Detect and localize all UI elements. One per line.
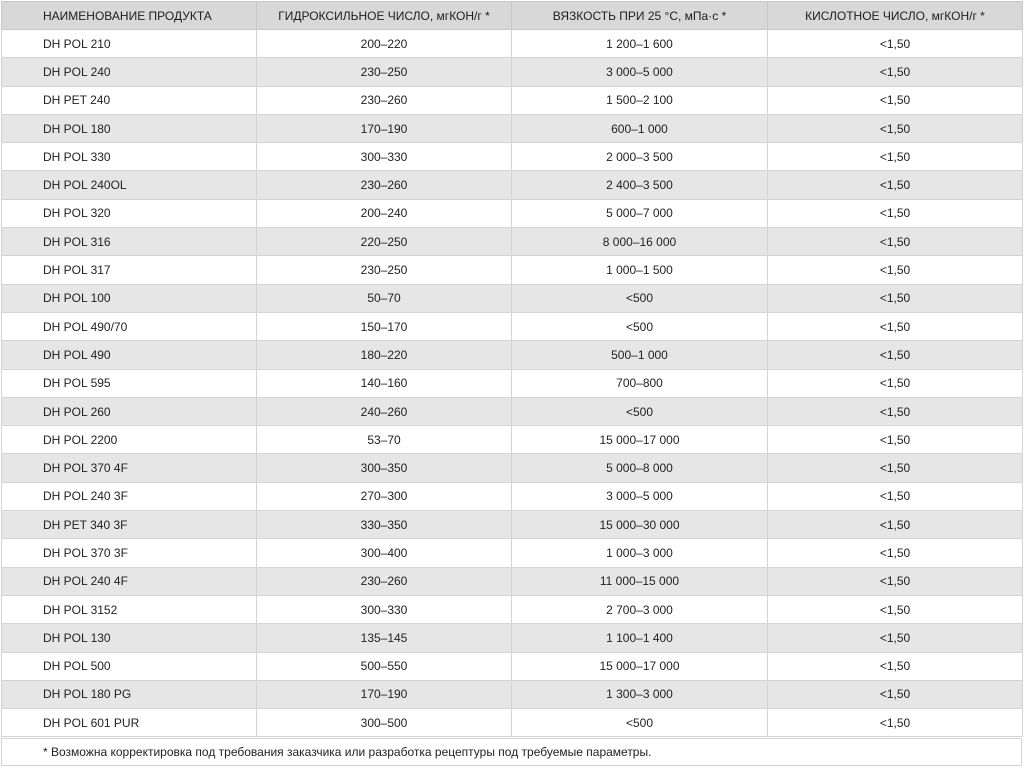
header-viscosity: ВЯЗКОСТЬ ПРИ 25 °С, мПа·с * — [512, 2, 768, 30]
cell-acid-number: <1,50 — [768, 482, 1023, 510]
cell-acid-number: <1,50 — [768, 58, 1023, 86]
cell-acid-number: <1,50 — [768, 143, 1023, 171]
cell-hydroxyl-number: 200–240 — [257, 199, 512, 227]
table-row — [2, 58, 1023, 86]
cell-product-name: DH POL 240 3F — [2, 482, 257, 510]
cell-hydroxyl-number: 300–350 — [257, 454, 512, 482]
cell-viscosity: 500–1 000 — [512, 341, 768, 369]
cell-viscosity: 15 000–17 000 — [512, 426, 768, 454]
cell-viscosity: 1 300–3 000 — [512, 680, 768, 708]
table-row — [2, 652, 1023, 680]
cell-hydroxyl-number: 220–250 — [257, 228, 512, 256]
cell-hydroxyl-number: 300–330 — [257, 595, 512, 623]
cell-acid-number: <1,50 — [768, 709, 1023, 737]
cell-acid-number: <1,50 — [768, 284, 1023, 312]
cell-hydroxyl-number: 50–70 — [257, 284, 512, 312]
cell-hydroxyl-number: 230–250 — [257, 256, 512, 284]
table-row — [2, 709, 1023, 737]
cell-viscosity: <500 — [512, 312, 768, 340]
cell-viscosity: 1 000–3 000 — [512, 539, 768, 567]
cell-acid-number: <1,50 — [768, 567, 1023, 595]
cell-product-name: DH POL 240 — [2, 58, 257, 86]
table-row — [2, 482, 1023, 510]
cell-hydroxyl-number: 300–400 — [257, 539, 512, 567]
cell-viscosity: 1 200–1 600 — [512, 30, 768, 58]
product-spec-table — [1, 1, 1023, 737]
cell-product-name: DH POL 370 4F — [2, 454, 257, 482]
cell-product-name: DH PET 240 — [2, 86, 257, 114]
cell-viscosity: 8 000–16 000 — [512, 228, 768, 256]
table-body — [2, 30, 1023, 737]
cell-viscosity: 2 700–3 000 — [512, 595, 768, 623]
table-row — [2, 454, 1023, 482]
cell-acid-number: <1,50 — [768, 30, 1023, 58]
cell-product-name: DH POL 3152 — [2, 595, 257, 623]
cell-acid-number: <1,50 — [768, 86, 1023, 114]
cell-product-name: DH POL 316 — [2, 228, 257, 256]
cell-hydroxyl-number: 230–260 — [257, 567, 512, 595]
table-row — [2, 143, 1023, 171]
cell-product-name: DH POL 180 PG — [2, 680, 257, 708]
table-row — [2, 595, 1023, 623]
table-row — [2, 567, 1023, 595]
cell-acid-number: <1,50 — [768, 114, 1023, 142]
cell-product-name: DH POL 370 3F — [2, 539, 257, 567]
cell-acid-number: <1,50 — [768, 228, 1023, 256]
cell-product-name: DH POL 490 — [2, 341, 257, 369]
cell-acid-number: <1,50 — [768, 171, 1023, 199]
cell-product-name: DH POL 240 4F — [2, 567, 257, 595]
cell-product-name: DH POL 601 PUR — [2, 709, 257, 737]
cell-hydroxyl-number: 300–330 — [257, 143, 512, 171]
cell-product-name: DH POL 260 — [2, 397, 257, 425]
cell-viscosity: 11 000–15 000 — [512, 567, 768, 595]
table-row — [2, 312, 1023, 340]
cell-hydroxyl-number: 150–170 — [257, 312, 512, 340]
cell-viscosity: 2 400–3 500 — [512, 171, 768, 199]
cell-product-name: DH POL 490/70 — [2, 312, 257, 340]
cell-hydroxyl-number: 270–300 — [257, 482, 512, 510]
cell-acid-number: <1,50 — [768, 341, 1023, 369]
cell-product-name: DH POL 2200 — [2, 426, 257, 454]
cell-product-name: DH POL 317 — [2, 256, 257, 284]
table-row — [2, 86, 1023, 114]
cell-hydroxyl-number: 240–260 — [257, 397, 512, 425]
cell-product-name: DH POL 330 — [2, 143, 257, 171]
cell-hydroxyl-number: 230–260 — [257, 86, 512, 114]
table-row — [2, 397, 1023, 425]
cell-viscosity: <500 — [512, 284, 768, 312]
cell-viscosity: <500 — [512, 709, 768, 737]
table-row — [2, 341, 1023, 369]
cell-viscosity: 2 000–3 500 — [512, 143, 768, 171]
cell-product-name: DH POL 210 — [2, 30, 257, 58]
table-header — [2, 2, 1023, 30]
cell-product-name: DH POL 240OL — [2, 171, 257, 199]
cell-acid-number: <1,50 — [768, 426, 1023, 454]
cell-hydroxyl-number: 230–250 — [257, 58, 512, 86]
cell-hydroxyl-number: 135–145 — [257, 624, 512, 652]
cell-acid-number: <1,50 — [768, 256, 1023, 284]
footnote: * Возможна корректировка под требования заказчика или разработка рецептуры под требуемые параметры. — [1, 738, 1022, 766]
table-row — [2, 426, 1023, 454]
cell-viscosity: 5 000–7 000 — [512, 199, 768, 227]
cell-acid-number: <1,50 — [768, 511, 1023, 539]
cell-product-name: DH POL 130 — [2, 624, 257, 652]
cell-hydroxyl-number: 170–190 — [257, 680, 512, 708]
table-row — [2, 171, 1023, 199]
cell-hydroxyl-number: 200–220 — [257, 30, 512, 58]
cell-hydroxyl-number: 180–220 — [257, 341, 512, 369]
cell-viscosity: <500 — [512, 397, 768, 425]
cell-hydroxyl-number: 140–160 — [257, 369, 512, 397]
cell-viscosity: 600–1 000 — [512, 114, 768, 142]
cell-viscosity: 15 000–17 000 — [512, 652, 768, 680]
cell-acid-number: <1,50 — [768, 369, 1023, 397]
cell-acid-number: <1,50 — [768, 397, 1023, 425]
cell-viscosity: 700–800 — [512, 369, 768, 397]
table-row — [2, 256, 1023, 284]
table-row — [2, 284, 1023, 312]
table-row — [2, 624, 1023, 652]
cell-acid-number: <1,50 — [768, 199, 1023, 227]
cell-product-name: DH POL 595 — [2, 369, 257, 397]
cell-viscosity: 1 000–1 500 — [512, 256, 768, 284]
cell-hydroxyl-number: 500–550 — [257, 652, 512, 680]
cell-hydroxyl-number: 230–260 — [257, 171, 512, 199]
cell-hydroxyl-number: 300–500 — [257, 709, 512, 737]
header-product-name: НАИМЕНОВАНИЕ ПРОДУКТА — [2, 2, 257, 30]
table-row — [2, 114, 1023, 142]
header-acid-number: КИСЛОТНОЕ ЧИСЛО, мгКОН/г * — [768, 2, 1023, 30]
table-row — [2, 369, 1023, 397]
cell-viscosity: 1 100–1 400 — [512, 624, 768, 652]
cell-acid-number: <1,50 — [768, 539, 1023, 567]
cell-acid-number: <1,50 — [768, 312, 1023, 340]
header-hydroxyl-number: ГИДРОКСИЛЬНОЕ ЧИСЛО, мгКОН/г * — [257, 2, 512, 30]
cell-product-name: DH POL 100 — [2, 284, 257, 312]
table-row — [2, 539, 1023, 567]
table-row — [2, 228, 1023, 256]
cell-product-name: DH PET 340 3F — [2, 511, 257, 539]
table-row — [2, 30, 1023, 58]
cell-hydroxyl-number: 170–190 — [257, 114, 512, 142]
cell-acid-number: <1,50 — [768, 680, 1023, 708]
cell-viscosity: 3 000–5 000 — [512, 482, 768, 510]
cell-viscosity: 15 000–30 000 — [512, 511, 768, 539]
cell-product-name: DH POL 180 — [2, 114, 257, 142]
cell-acid-number: <1,50 — [768, 624, 1023, 652]
cell-viscosity: 5 000–8 000 — [512, 454, 768, 482]
table-row — [2, 199, 1023, 227]
table-row — [2, 511, 1023, 539]
cell-hydroxyl-number: 53–70 — [257, 426, 512, 454]
cell-product-name: DH POL 500 — [2, 652, 257, 680]
cell-viscosity: 1 500–2 100 — [512, 86, 768, 114]
table-row — [2, 680, 1023, 708]
header-row — [2, 2, 1023, 30]
cell-product-name: DH POL 320 — [2, 199, 257, 227]
cell-acid-number: <1,50 — [768, 652, 1023, 680]
cell-acid-number: <1,50 — [768, 595, 1023, 623]
cell-hydroxyl-number: 330–350 — [257, 511, 512, 539]
cell-acid-number: <1,50 — [768, 454, 1023, 482]
cell-viscosity: 3 000–5 000 — [512, 58, 768, 86]
